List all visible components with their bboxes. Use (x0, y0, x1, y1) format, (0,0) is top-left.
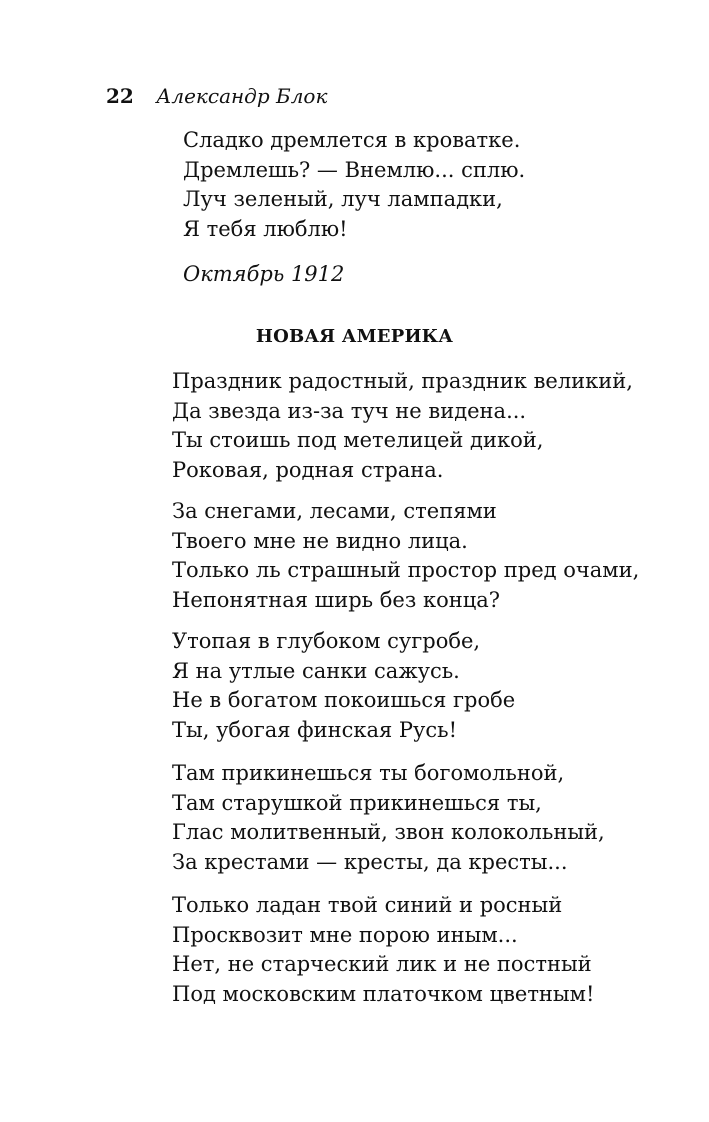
stanza-2 (172, 497, 639, 615)
verse-line: Только ль страшный простор пред очами, (172, 558, 640, 582)
verse-line: Глас молитвенный, звон колокольный, (172, 820, 605, 844)
running-title: Александр Блок (156, 84, 328, 108)
verse-line: Под московским платочком цветным! (172, 981, 595, 1006)
verse-line: Там старушкой прикинешься ты, (172, 790, 542, 815)
verse-line: Роковая, родная страна. (172, 457, 444, 482)
verse-line: Да звезда из-за туч не видена... (172, 398, 527, 423)
verse-line: Непонятная ширь без конца? (172, 587, 501, 612)
verse-line: Дремлешь? — Внемлю... сплю. (183, 157, 526, 182)
verse-line: Не в богатом покоишься гробе (172, 688, 516, 712)
verse-line: Праздник радостный, праздник великий, (172, 369, 633, 393)
poem-date: Октябрь 1912 (183, 262, 345, 286)
verse-line: Утопая в глубоком сугробе, (172, 629, 481, 653)
verse-line: Там прикинешься ты богомольной, (172, 761, 565, 785)
verse-line: Твоего мне не видно лица. (172, 528, 468, 553)
verse-line: За снегами, лесами, степями (172, 499, 497, 523)
verse-line: Только ладан твой синий и росный (172, 893, 563, 917)
verse-line: За крестами — кресты, да кресты... (172, 849, 568, 874)
stanza-5 (172, 891, 594, 1009)
stanza-1 (172, 367, 633, 485)
poem-title: НОВАЯ АМЕРИКА (255, 326, 454, 347)
stanza-3 (172, 627, 515, 745)
verse-line: Я на утлые санки сажусь. (172, 658, 460, 683)
verse-line: Просквозит мне порою иным... (172, 922, 518, 947)
verse-line: Сладко дремлется в кроватке. (183, 128, 521, 152)
stanza-4 (172, 759, 605, 877)
prev-poem-stanza (183, 126, 525, 244)
verse-line: Ты, убогая финская Русь! (172, 717, 458, 742)
page-number: 22 (106, 84, 134, 108)
running-header (106, 84, 327, 108)
verse-line: Нет, не старческий лик и не постный (172, 952, 592, 976)
verse-line: Луч зеленый, луч лампадки, (183, 187, 503, 211)
verse-line: Ты стоишь под метелицей дикой, (172, 428, 544, 452)
verse-line: Я тебя люблю! (183, 216, 348, 241)
